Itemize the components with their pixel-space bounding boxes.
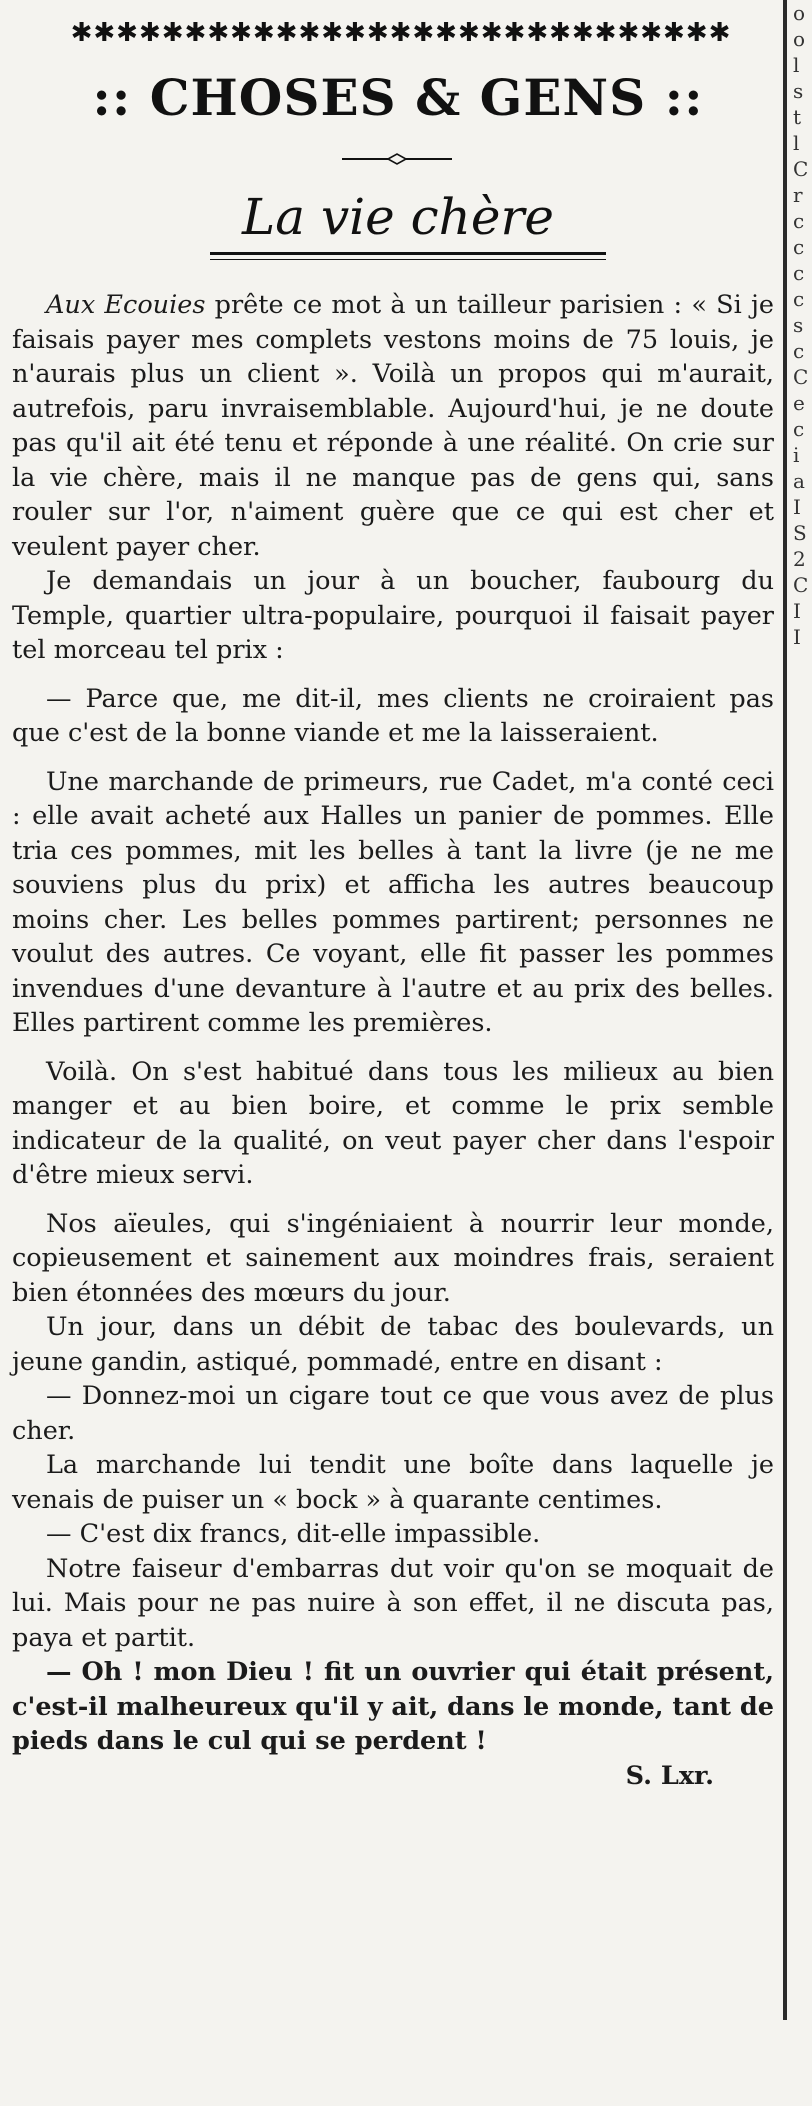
ornament-divider-icon — [342, 152, 452, 166]
fragment: o — [793, 27, 806, 51]
fragment: c — [793, 209, 805, 233]
paragraph-1 — [12, 288, 774, 564]
fragment: c — [793, 261, 805, 285]
fragment: c — [793, 339, 805, 363]
article-headline: La vie chère — [242, 188, 554, 246]
paragraph-12: — Oh ! mon Dieu ! fit un ouvrier qui était présent, c'est-il malheureux qu'il y ait, dans le monde, tant de pieds dans le cul qui se perdent ! — [12, 1657, 774, 1756]
column-rule — [783, 0, 787, 2020]
paragraph-6: Nos aïeules, qui s'ingéniaient à nourrir leur monde, copieusement et sainement aux moindres frais, seraient bien étonnées des mœurs du jour. — [12, 1208, 774, 1308]
fragment: s — [793, 79, 804, 103]
fragment: i — [793, 443, 800, 467]
section-title: :: CHOSES & GENS :: — [92, 68, 704, 127]
fragment: l — [793, 131, 800, 155]
fragment: s — [793, 313, 804, 337]
paragraph-1-text: prête ce mot à un tailleur parisien : « Si je faisais payer mes complets vestons moins de 75 louis, je n'aurais plus un client ». Voilà un propos qui m'aurait, autrefois, paru invraisemblable. Aujourd'hui, je ne doute pas qu'il ait été tenu et réponde à une réalité. On crie sur la vie chère, mais il ne manque pas de gens qui, sans rouler sur l'or, n'aiment guère que ce qui est cher et veulent payer cher. — [12, 290, 774, 562]
fragment: C — [793, 157, 809, 181]
fragment: a — [793, 469, 805, 493]
paragraph-10: — C'est dix francs, dit-elle impassible. — [46, 1519, 541, 1549]
paragraph-2: Je demandais un jour à un boucher, faubourg du Temple, quartier ultra-populaire, pourquoi il faisait payer tel morceau tel prix : — [12, 566, 774, 665]
paragraph-9: La marchande lui tendit une boîte dans laquelle je venais de puiser un « bock » à quarante centimes. — [12, 1450, 774, 1515]
fragment: I — [793, 625, 801, 649]
fragment: e — [793, 391, 805, 415]
source-name: Aux Ecouies — [46, 290, 206, 320]
fragment: C — [793, 573, 809, 597]
fragment: I — [793, 599, 801, 623]
adjacent-column-fragments — [793, 0, 812, 2106]
paragraph-4: Une marchande de primeurs, rue Cadet, m'a conté ceci : elle avait acheté aux Halles un panier de pommes. Elle tria ces pommes, mit les belles à tant la livre (je ne me souviens plus du prix) et afficha les autres beaucoup moins cher. Les belles pommes partirent; personnes ne voulut des autres. Ce voyant, elle fit passer les pommes invendues d'une devanture à l'autre et au prix des belles. Elles partirent comme les premières. — [12, 766, 774, 1038]
fragment: o — [793, 1, 806, 25]
paragraph-11: Notre faiseur d'embarras dut voir qu'on se moquait de lui. Mais pour ne pas nuire à son effet, il ne discuta pas, paya et partit. — [12, 1553, 774, 1653]
paragraph-7: Un jour, dans un débit de tabac des boulevards, un jeune gandin, astiqué, pommadé, entre en disant : — [12, 1312, 774, 1377]
paragraph-3: — Parce que, me dit-il, mes clients ne croiraient pas que c'est de la bonne viande et me la laisseraient. — [12, 683, 774, 748]
headline-rule-thin — [210, 259, 606, 260]
fragment: t — [793, 105, 802, 129]
paragraph-5: Voilà. On s'est habitué dans tous les milieux au bien manger et au bien boire, et comme le prix semble indicateur de la qualité, on veut payer cher dans l'espoir d'être mieux servi. — [12, 1056, 774, 1190]
fragment: c — [793, 417, 805, 441]
star-border: ✱✱✱✱✱✱✱✱✱✱✱✱✱✱✱✱✱✱✱✱✱✱✱✱✱✱✱✱✱ — [70, 18, 732, 48]
fragment: 2 — [793, 547, 806, 571]
fragment: I — [793, 495, 801, 519]
fragment: l — [793, 53, 800, 77]
author-signature: S. Lxr. — [625, 1760, 714, 1791]
fragment: C — [793, 365, 809, 389]
article-column — [12, 0, 784, 2106]
paragraph-8: — Donnez-moi un cigare tout ce que vous avez de plus cher. — [12, 1381, 774, 1446]
fragment: c — [793, 235, 805, 259]
fragment: r — [793, 183, 803, 207]
fragment: c — [793, 287, 805, 311]
article-body — [12, 288, 774, 1793]
headline-rule — [210, 252, 606, 255]
fragment: S — [793, 521, 807, 545]
